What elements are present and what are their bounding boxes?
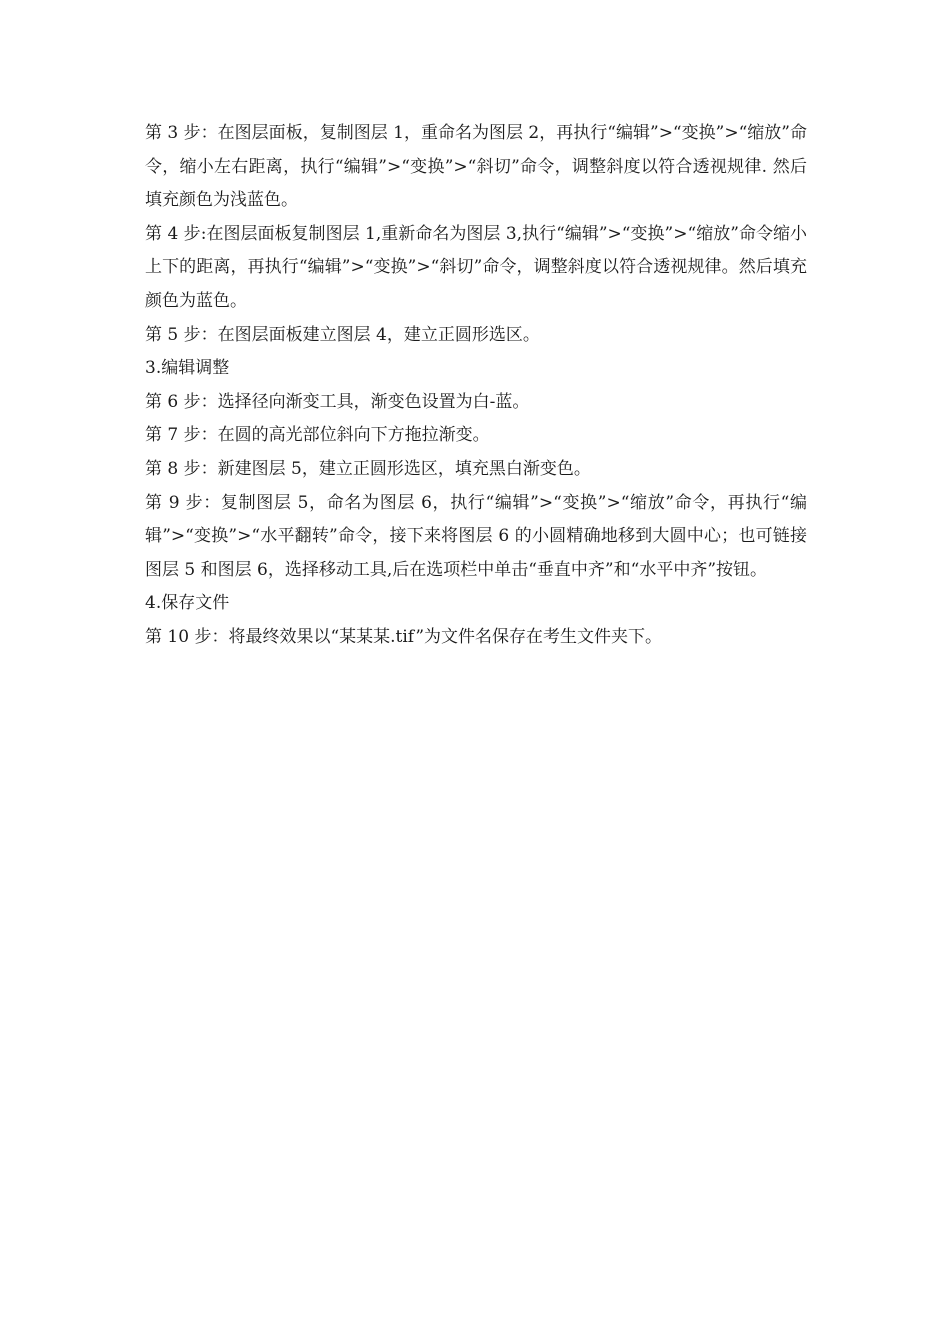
step-4-paragraph: 第 4 步:在图层面板复制图层 1,重新命名为图层 3,执行“编辑”>“变换”>“缩放”命令缩小上下的距离，再执行“编辑”>“变换”>“斜切”命令，调整斜度以符合透视规律。然后填充颜色为蓝色。 xyxy=(145,223,807,311)
step-6-paragraph: 第 6 步：选择径向渐变工具，渐变色设置为白-蓝。 xyxy=(145,391,530,412)
step-7-paragraph: 第 7 步：在圆的高光部位斜向下方拖拉渐变。 xyxy=(145,425,490,446)
step-3-paragraph: 第 3 步：在图层面板，复制图层 1，重命名为图层 2，再执行“编辑”>“变换”>“缩放”命令，缩小左右距离，执行“编辑”>“变换”>“斜切”命令，调整斜度以符合透视规律. 然后填充颜色为浅蓝色。 xyxy=(145,123,807,211)
step-5-paragraph: 第 5 步：在图层面板建立图层 4，建立正圆形选区。 xyxy=(145,324,540,345)
section-heading-edit-adjust: 3.编辑调整 xyxy=(145,358,230,379)
section-heading-save-file: 4.保存文件 xyxy=(145,593,230,614)
document-body xyxy=(145,117,807,655)
step-10-paragraph: 第 10 步：将最终效果以“某某某.tif”为文件名保存在考生文件夹下。 xyxy=(145,626,663,647)
step-8-paragraph: 第 8 步：新建图层 5，建立正圆形选区，填充黑白渐变色。 xyxy=(145,458,591,479)
step-9-paragraph: 第 9 步：复制图层 5，命名为图层 6，执行“编辑”>“变换”>“缩放”命令，再执行“编辑”>“变换”>“水平翻转”命令，接下来将图层 6 的小圆精确地移到大圆中心；也可链接图层 5 和图层 6，选择移动工具,后在选项栏中单击“垂直中齐”和“水平中齐”按钮。 xyxy=(145,492,807,580)
